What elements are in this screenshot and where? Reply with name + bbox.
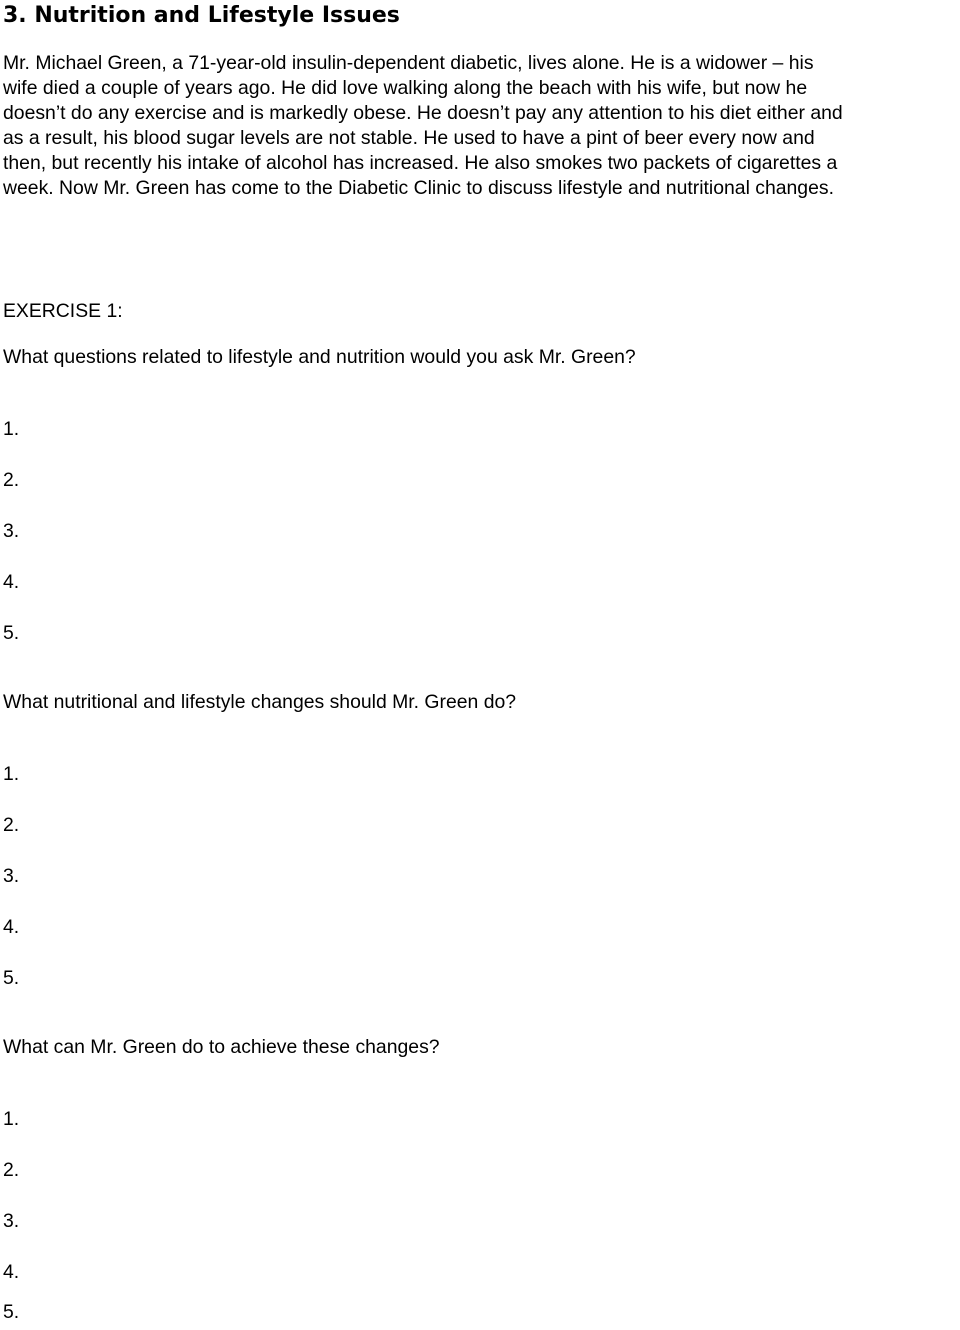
answer-number: 1. [3,763,20,785]
case-description-line: wife died a couple of years ago. He did love walking along the beach with his wife, but now he [3,77,808,99]
question-prompt-1: What questions related to lifestyle and nutrition would you ask Mr. Green? [3,346,636,368]
case-description-line: as a result, his blood sugar levels are not stable. He used to have a pint of beer every now and [3,127,815,149]
answer-number: 2. [3,1159,20,1181]
answer-number: 1. [3,1108,20,1130]
answer-number: 4. [3,1261,20,1283]
case-description-line: week. Now Mr. Green has come to the Diabetic Clinic to discuss lifestyle and nutritional changes. [3,177,834,199]
exercise-heading: EXERCISE 1: [3,300,123,322]
question-prompt-3: What can Mr. Green do to achieve these changes? [3,1036,440,1058]
answer-number: 3. [3,520,20,542]
answer-number: 1. [3,418,20,440]
case-description-line: Mr. Michael Green, a 71-year-old insulin-dependent diabetic, lives alone. He is a widower – his [3,52,814,74]
case-description [3,51,958,201]
answer-number: 5. [3,622,20,644]
answer-number: 3. [3,1210,20,1232]
answer-number: 4. [3,916,20,938]
answer-number: 5. [3,967,20,989]
case-description-line: doesn’t do any exercise and is markedly obese. He doesn’t pay any attention to his diet either and [3,102,843,124]
answer-number: 5. [3,1301,20,1323]
answer-number: 4. [3,571,20,593]
answer-number: 2. [3,814,20,836]
page-title: 3. Nutrition and Lifestyle Issues [3,3,400,28]
question-prompt-2: What nutritional and lifestyle changes should Mr. Green do? [3,691,517,713]
case-description-line: then, but recently his intake of alcohol has increased. He also smokes two packets of cigarettes a [3,152,838,174]
answer-number: 3. [3,865,20,887]
answer-number: 2. [3,469,20,491]
